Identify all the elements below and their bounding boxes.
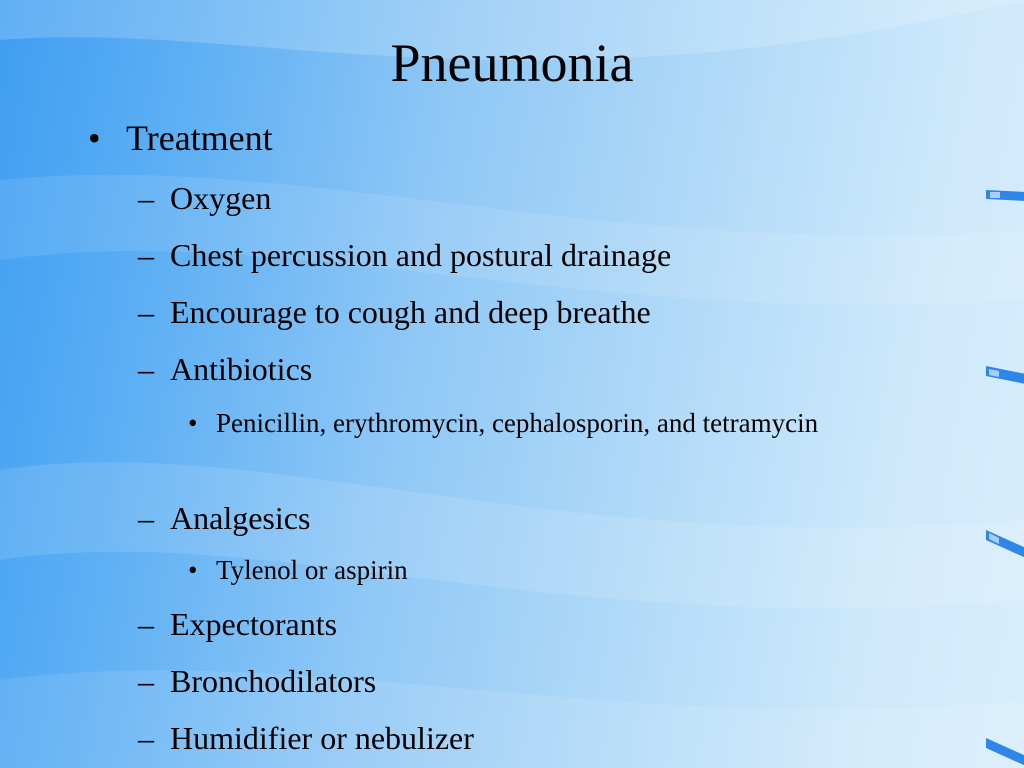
dash-glyph: –	[138, 500, 154, 536]
heading-treatment: Treatment	[126, 118, 273, 158]
list-item-analgesics	[138, 498, 310, 538]
list-item-expectorants	[138, 604, 337, 644]
list-item-label: Expectorants	[170, 606, 338, 642]
bullet-glyph: •	[188, 555, 198, 585]
list-item-chest-percussion	[138, 235, 671, 275]
bullet-glyph: •	[188, 408, 198, 438]
dash-glyph: –	[138, 663, 154, 699]
sub-item-label: Penicillin, erythromycin, cephalosporin, and tetramycin	[216, 408, 819, 438]
sub-item-label: Tylenol or aspirin	[216, 555, 408, 585]
list-item-label: Chest percussion and postural drainage	[170, 237, 672, 273]
sub-item-analgesics-list	[188, 550, 838, 590]
list-item-label: Bronchodilators	[170, 663, 377, 699]
sub-item-antibiotics-list	[188, 403, 838, 443]
slide-title: Pneumonia	[390, 33, 634, 93]
dash-glyph: –	[138, 237, 154, 273]
list-item-oxygen	[138, 178, 271, 218]
dash-glyph: –	[138, 720, 154, 756]
dash-glyph: –	[138, 606, 154, 642]
list-item-bronchodilators	[138, 661, 376, 701]
list-item-antibiotics	[138, 349, 312, 389]
dash-glyph: –	[138, 294, 154, 330]
list-item-label: Oxygen	[170, 180, 272, 216]
dash-glyph: –	[138, 351, 154, 387]
list-item-humidifier	[138, 718, 474, 758]
bullet-glyph: •	[88, 118, 101, 158]
list-item-label: Encourage to cough and deep breathe	[170, 294, 651, 330]
list-item-label: Analgesics	[170, 500, 311, 536]
list-item-encourage-cough	[138, 292, 651, 332]
list-item-label: Antibiotics	[170, 351, 313, 387]
dash-glyph: –	[138, 180, 154, 216]
list-item-label: Humidifier or nebulizer	[170, 720, 474, 756]
